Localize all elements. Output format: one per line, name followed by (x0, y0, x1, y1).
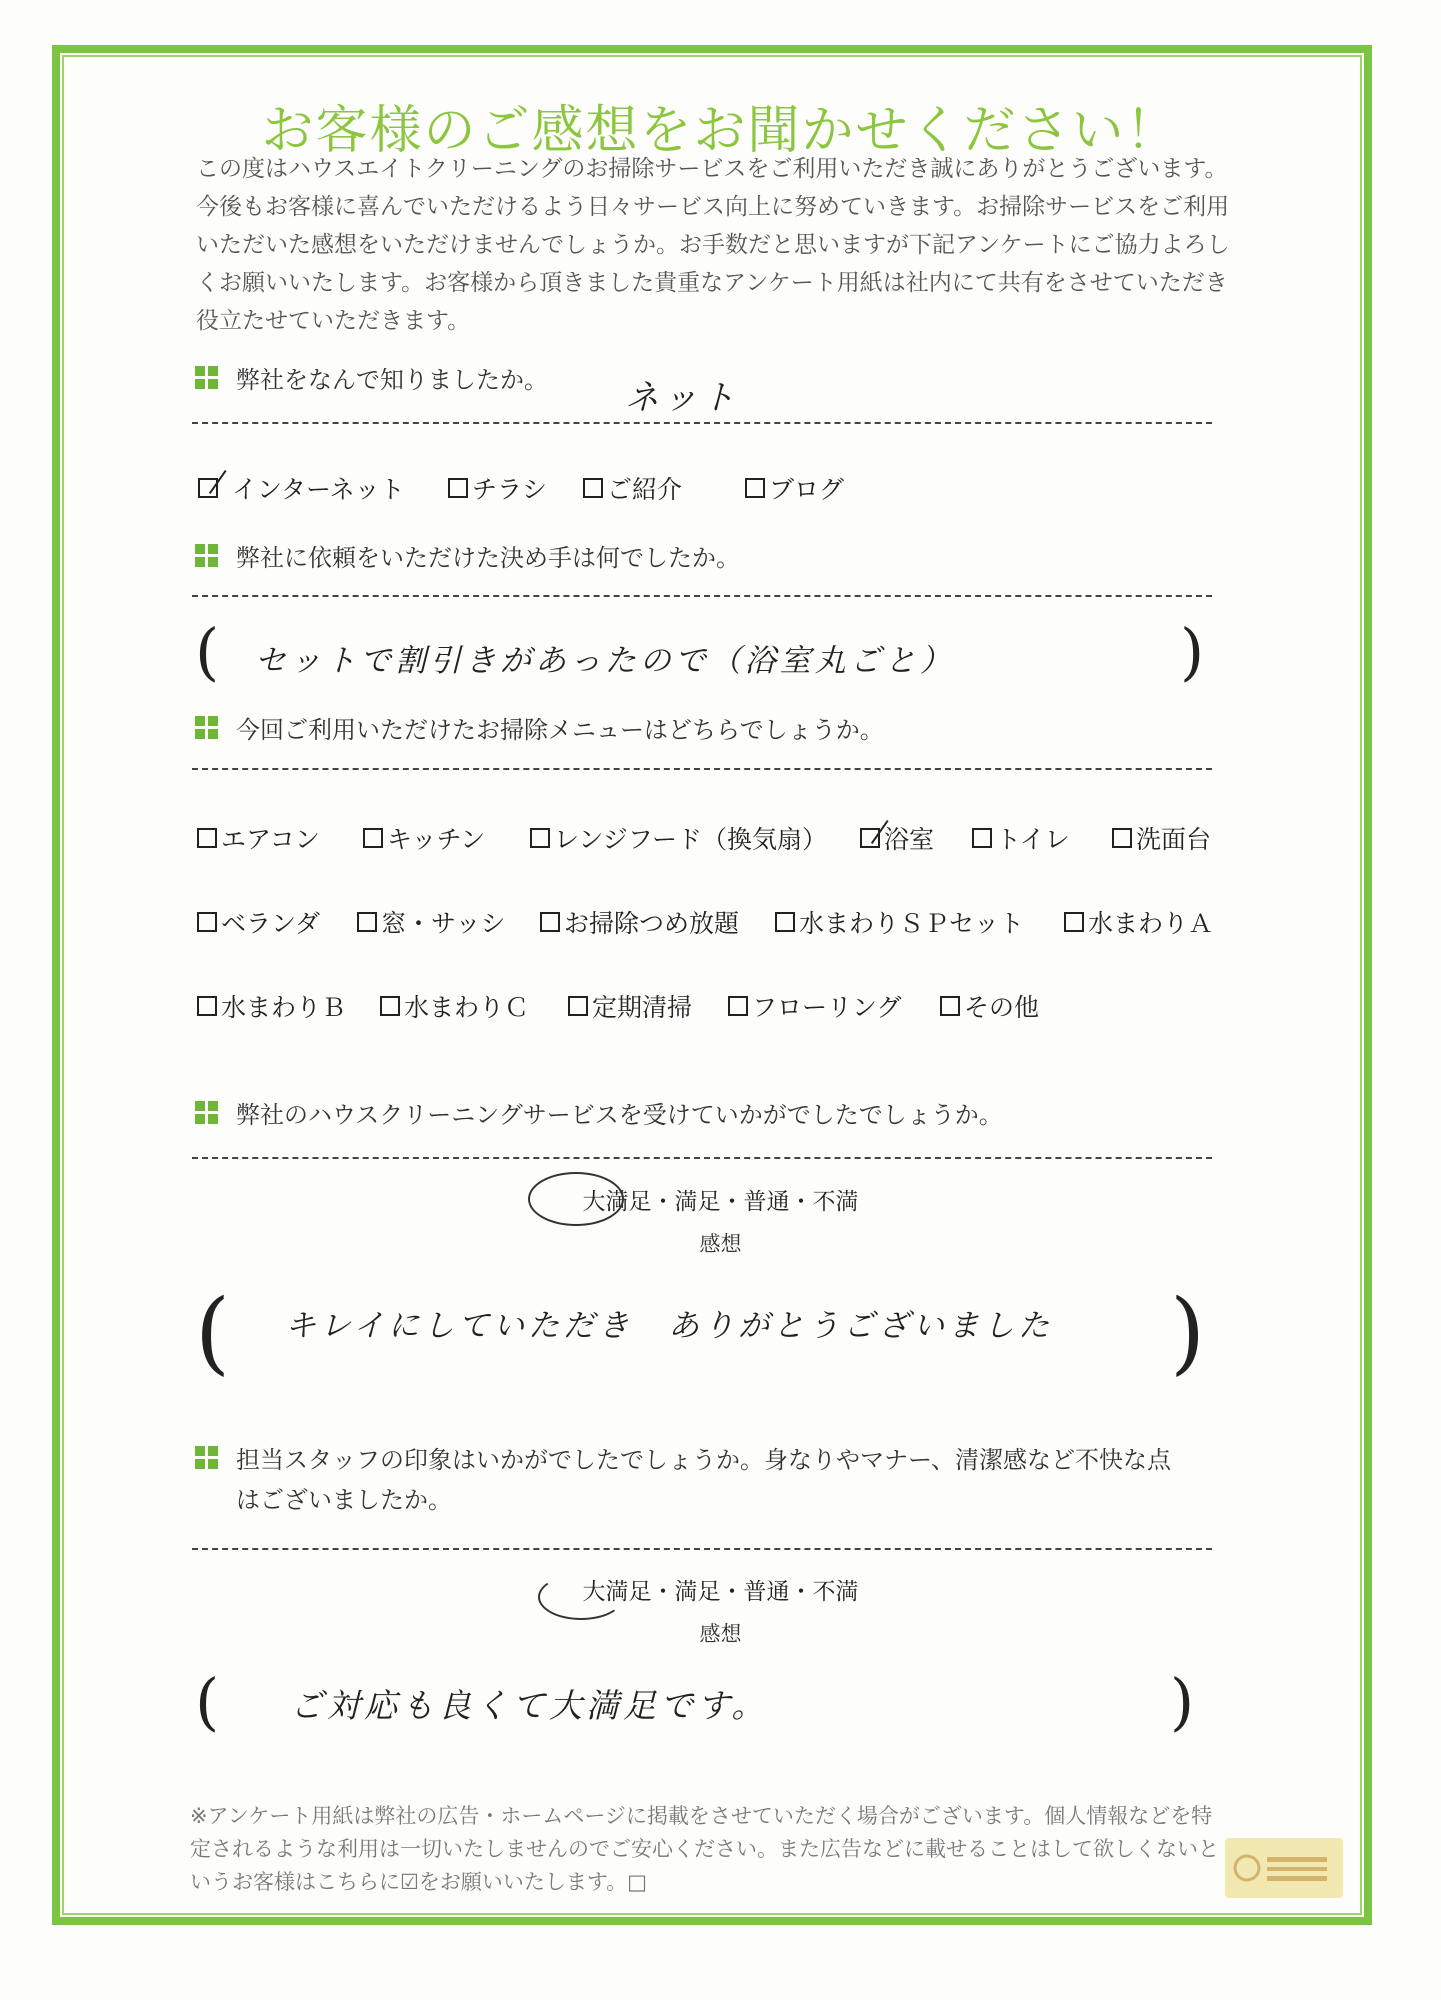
checkbox[interactable] (197, 828, 217, 848)
option-referral[interactable]: ご紹介 (583, 470, 682, 506)
question-1 (195, 360, 548, 395)
checkbox[interactable] (583, 478, 603, 498)
menu-option[interactable]: レンジフード（換気扇） (530, 820, 827, 856)
clover-icon (195, 544, 218, 567)
menu-option[interactable]: エアコン (197, 820, 320, 856)
option-flyer[interactable]: チラシ (448, 470, 547, 506)
clover-icon (195, 366, 218, 389)
checkbox[interactable] (1112, 828, 1132, 848)
close-paren: ) (1170, 1665, 1195, 1738)
menu-option[interactable]: 水まわりＳＰセット (775, 904, 1024, 940)
checkbox[interactable] (448, 478, 468, 498)
q4-handwritten-answer: キレイにしていただき ありがとうございました (285, 1308, 1054, 1344)
checkbox[interactable] (530, 828, 550, 848)
option-internet[interactable]: インターネット (198, 470, 405, 506)
rating-options[interactable]: 大満足・満足・普通・不満 (582, 1189, 859, 1215)
checkbox[interactable] (197, 996, 217, 1016)
checkbox[interactable] (775, 912, 795, 932)
menu-option[interactable]: フローリング (728, 988, 902, 1024)
survey-title: お客様のご感想をお聞かせください！ (261, 101, 1180, 161)
open-paren: ( (195, 615, 220, 688)
company-stamp (1225, 1838, 1343, 1898)
question-5: 担当スタッフの印象はいかがでしたでしょうか。身なりやマナー、清潔感など不快な点 はございましたか。 (195, 1440, 1171, 1520)
close-paren: ) (1170, 1280, 1206, 1385)
question-3: 今回ご利用いただけたお掃除メニューはどちらでしょうか。 (195, 710, 884, 745)
open-paren: ( (195, 1665, 220, 1738)
rating-options[interactable]: 大満足・満足・普通・不満 (582, 1579, 859, 1605)
clover-icon (195, 1446, 218, 1469)
question-1-text: 弊社をなんで知りましたか。 (236, 366, 548, 394)
selection-circle (528, 1172, 624, 1226)
checkbox-checked[interactable] (198, 478, 218, 498)
menu-option[interactable]: その他 (940, 988, 1039, 1024)
checkbox[interactable] (363, 828, 383, 848)
q1-handwritten-answer: ネット (625, 378, 739, 418)
stamp-icon (1229, 1843, 1339, 1893)
checkbox[interactable] (568, 996, 588, 1016)
answer-line (192, 595, 1212, 597)
comment-label: 感想 (699, 1622, 742, 1646)
menu-option[interactable]: 水まわりＡ (1064, 904, 1213, 940)
menu-option[interactable]: キッチン (363, 820, 485, 856)
menu-option[interactable]: 洗面台 (1112, 820, 1211, 856)
checkbox-checked[interactable] (860, 828, 880, 848)
menu-option[interactable]: 水まわりＢ (197, 988, 346, 1024)
checkbox[interactable] (1064, 912, 1084, 932)
answer-line (192, 1157, 1212, 1159)
checkbox[interactable] (197, 912, 217, 932)
close-paren: ) (1180, 615, 1205, 688)
menu-option[interactable]: 水まわりＣ (380, 988, 529, 1024)
menu-option[interactable]: 定期清掃 (568, 988, 692, 1024)
checkbox[interactable] (728, 996, 748, 1016)
clover-icon (195, 716, 218, 739)
answer-line (192, 422, 1212, 424)
answer-line (192, 768, 1212, 770)
q5-handwritten-answer: ご対応も良くて大満足です。 (290, 1686, 769, 1725)
checkbox[interactable] (940, 996, 960, 1016)
menu-option[interactable]: トイレ (972, 820, 1070, 856)
q2-handwritten-answer: セットで割引きがあったので（浴室丸ごと） (255, 643, 955, 679)
checkbox[interactable] (357, 912, 377, 932)
question-4: 弊社のハウスクリーニングサービスを受けていかがでしたでしょうか。 (195, 1095, 1003, 1130)
footer-note: ※アンケート用紙は弊社の広告・ホームページに掲載をさせていただく場合がございます。個人情報などを特定されるような利用は一切いたしませんのでご安心ください。また広告などに載せることはして欲しくないというお客様はこちらに☑をお願いいたします。□ (190, 1804, 1219, 1894)
menu-option[interactable]: ベランダ (197, 904, 320, 940)
clover-icon (195, 1101, 218, 1124)
intro-text: この度はハウスエイトクリーニングのお掃除サービスをご利用いただき誠にありがとうございます。今後もお客様に喜んでいただけるよう日々サービス向上に努めていきます。お掃除サービスをご利用いただいた感想をいただけませんでしょうか。お手数だと思いますが下記アンケートにご協力よろしくお願いいたします。お客様から頂きました貴重なアンケート用紙は社内にて共有をさせていただき役立たせていただきます。 (196, 156, 1230, 334)
menu-option[interactable]: 窓・サッシ (357, 904, 506, 940)
selection-circle (538, 1574, 624, 1620)
checkbox[interactable] (972, 828, 992, 848)
checkbox[interactable] (380, 996, 400, 1016)
option-blog[interactable]: ブログ (745, 470, 844, 506)
open-paren: ( (195, 1280, 231, 1385)
comment-label: 感想 (699, 1232, 742, 1256)
menu-option[interactable]: お掃除つめ放題 (540, 904, 739, 940)
checkbox[interactable] (540, 912, 560, 932)
question-2: 弊社に依頼をいただけた決め手は何でしたか。 (195, 538, 740, 573)
menu-option[interactable]: 浴室 (860, 820, 934, 856)
checkbox[interactable] (745, 478, 765, 498)
answer-line (192, 1548, 1212, 1550)
